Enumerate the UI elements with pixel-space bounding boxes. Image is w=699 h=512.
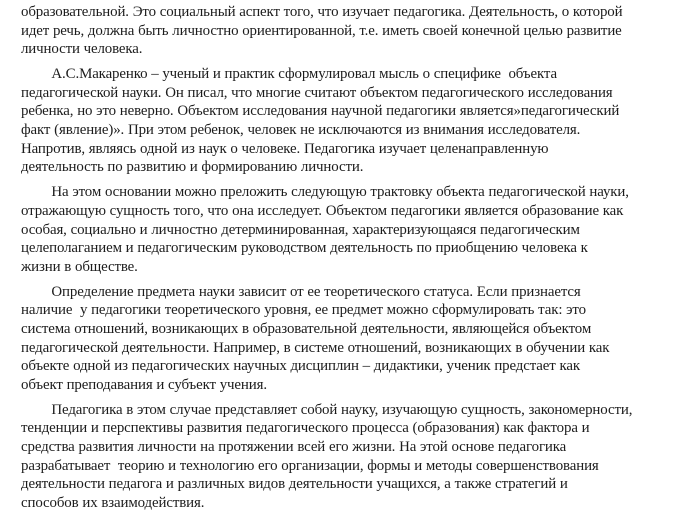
text-line: наличие у педагогики теоретического уровня, ее предмет можно сформулировать так: это	[21, 302, 586, 319]
text-line: А.С.Макаренко – ученый и практик сформулировал мысль о специфике объекта	[21, 66, 557, 83]
text-line: отражающую сущность того, что она исследует. Объектом педагогики является образование как	[21, 202, 624, 219]
text-line: целеполаганием и педагогическим руководством деятельность по приобщению человека к	[21, 240, 588, 257]
text-line: образовательной. Это социальный аспект того, что изучает педагогика. Деятельность, о которой	[21, 4, 623, 20]
text-line: способов их взаимодействия.	[21, 494, 205, 511]
text-line: деятельность по развитию и формированию личности.	[21, 159, 364, 176]
text-line: Педагогика в этом случае представляет собой науку, изучающую сущность, закономерности,	[21, 401, 633, 418]
document-text	[21, 3, 691, 512]
text-line: факт (явление)». При этом ребенок, человек не исключаются из внимания исследователя.	[21, 122, 581, 139]
text-line: педагогической деятельности. Например, в системе отношений, возникающих в обучении как	[21, 339, 610, 356]
text-line: средства развития личности на протяжении всей его жизни. На этой основе педагогика	[21, 439, 567, 456]
paragraph-subject-definition	[21, 283, 691, 395]
text-line: жизни в обществе.	[21, 258, 138, 275]
text-line: Определение предмета науки зависит от ее теоретического статуса. Если признается	[21, 283, 581, 300]
text-line: деятельности педагога и различных видов деятельности учащихся, а также стратегий и	[21, 476, 568, 493]
text-line: система отношений, возникающих в образовательной деятельности, являющейся объектом	[21, 321, 592, 337]
text-line: объекте одной из педагогических научных дисциплин – дидактики, ученик предстает как	[21, 358, 580, 375]
text-line: Напротив, являясь одной из наук о человеке. Педагогика изучает целенаправленную	[21, 140, 549, 157]
paragraph-makarenko	[21, 65, 691, 177]
text-line: разрабатывает теорию и технологию его организации, формы и методы совершенствования	[21, 457, 599, 474]
text-line: педагогической науки. Он писал, что многие считают объектом педагогического исследования	[21, 84, 613, 101]
text-line: ребенка, но это неверно. Объектом исследования научной педагогики является»педагогический	[21, 103, 620, 120]
text-line: На этом основании можно преложить следующую трактовку объекта педагогической науки,	[21, 184, 629, 201]
text-line: тенденции и перспективы развития педагогического процесса (образования) как фактора и	[21, 420, 590, 437]
text-line: личности человека.	[21, 41, 143, 58]
paragraph-pedagogy-science	[21, 401, 691, 512]
text-line: объект преподавания и субъект учения.	[21, 376, 267, 393]
paragraph-social-aspect	[21, 3, 691, 59]
text-line: особая, социально и личностно детерминированная, характеризующаяся педагогическим	[21, 221, 580, 238]
paragraph-object-definition	[21, 183, 691, 276]
text-line: идет речь, должна быть личностно ориентированной, т.е. иметь своей конечной целью развитие	[21, 22, 622, 39]
